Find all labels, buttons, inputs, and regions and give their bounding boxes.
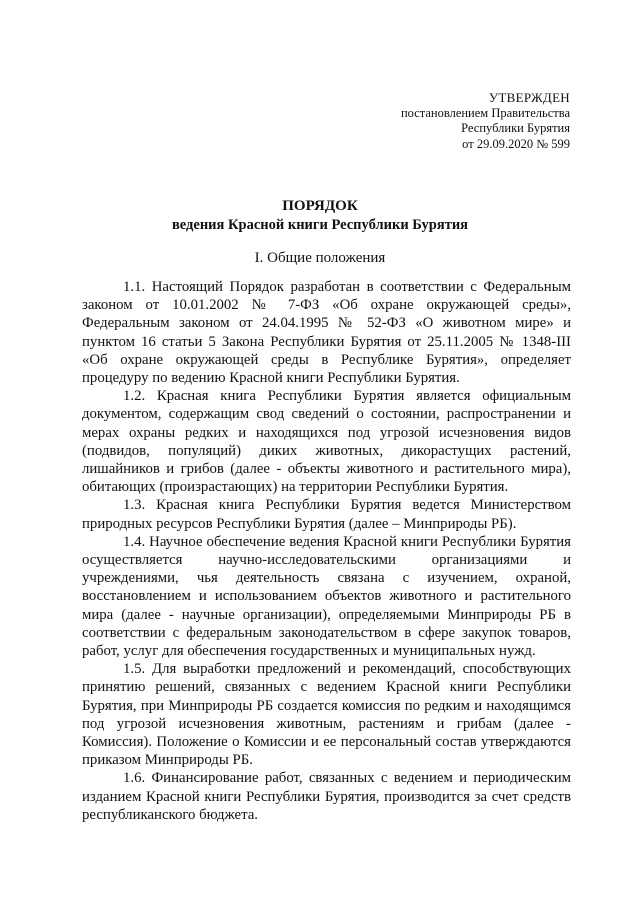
paragraph-1-1: 1.1. Настоящий Порядок разработан в соответствии с Федеральным законом от 10.01.2002 № 7-ФЗ «Об охране окружающей среды», Федеральным законом от 24.04.1995 № 52-ФЗ «О животном мире» и пунктом 16 статьи 5 Закона Республики Бурятия от 25.11.2005 № 1348-III «Об охране окружающей среды в Республике Бурятия», определяет процедуру по ведению Красной книги Республики Бурятия. bbox=[82, 279, 571, 387]
document-title: ПОРЯДОК bbox=[282, 198, 358, 214]
paragraph-1-5: 1.5. Для выработки предложений и рекомендаций, способствующих принятию решений, связанных с ведением Красной книги Республики Бурятия, при Минприроды РБ создается комиссия по редким и находящимся под угрозой исчезновения животным, растениям и грибам (далее - Комиссия). Положение о Комиссии и ее персональный состав утверждаются приказом Минприроды РБ. bbox=[82, 661, 571, 769]
approval-line: Республики Бурятия bbox=[461, 121, 570, 135]
paragraph-1-4: 1.4. Научное обеспечение ведения Красной книги Республики Бурятия осуществляется научно-исследовательскими организациями и учреждениями, чья деятельность связана с изучением, охраной, восстановлением и использованием объектов животного и растительного мира (далее - научные организации), определяемыми Минприроды РБ в соответствии с федеральным законодательством в сфере закупок товаров, работ, услуг для обеспечения государственных и муниципальных нужд. bbox=[82, 533, 571, 660]
section-heading: I. Общие положения bbox=[254, 250, 386, 266]
paragraph-1-2: 1.2. Красная книга Республики Бурятия является официальным документом, содержащим свод сведений о состоянии, распространении и мерах охраны редких и находящихся под угрозой исчезновения видов (подвидов, популяций) диких животных, дикорастущих растений, лишайников и грибов (далее - объекты животного и растительного мира), обитающих (произрастающих) на территории Республики Бурятия. bbox=[82, 388, 571, 496]
approval-date-number: от 29.09.2020 № 599 bbox=[462, 136, 570, 151]
approval-title: УТВЕРЖДЕН bbox=[488, 90, 570, 105]
approval-block bbox=[401, 90, 570, 152]
document-body bbox=[82, 278, 571, 824]
paragraph-1-3: 1.3. Красная книга Республики Бурятия ведется Министерством природных ресурсов Республики Бурятия (далее – Минприроды РБ). bbox=[82, 497, 571, 532]
approval-line: постановлением Правительства bbox=[400, 105, 570, 120]
paragraph-1-6: 1.6. Финансирование работ, связанных с ведением и периодическим изданием Красной книги Республики Бурятия, производится за счет средств республиканского бюджета. bbox=[82, 770, 571, 823]
document-subtitle: ведения Красной книги Республики Бурятия bbox=[171, 217, 469, 233]
